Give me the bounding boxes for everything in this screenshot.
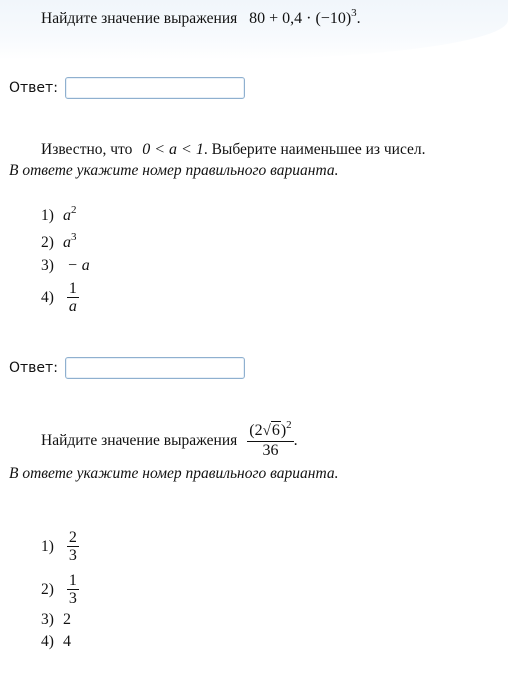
question-3-option-1 xyxy=(41,529,79,564)
question-3-prompt: Найдите значение выражения xyxy=(41,431,238,449)
fraction-numerator: 2 xyxy=(68,529,77,546)
answer-label-1: Ответ: xyxy=(9,80,58,96)
question-2-condition: 0 < a < 1 xyxy=(142,141,204,158)
question-2-option-4 xyxy=(41,280,79,315)
question-3-option-4 xyxy=(41,633,71,651)
question-3-fraction xyxy=(247,419,293,459)
option-fraction xyxy=(67,280,79,315)
question-3 xyxy=(41,419,298,459)
radicand: 6 xyxy=(271,422,280,439)
option-label: 4) xyxy=(41,288,54,306)
option-label: 1) xyxy=(41,207,54,224)
sqrt-icon: √ xyxy=(262,423,271,439)
header-background xyxy=(0,0,508,60)
answer-input-1[interactable] xyxy=(65,77,245,99)
answer-input-2[interactable] xyxy=(65,357,245,379)
question-3-instruction: В ответе укажите номер правильного варианта. xyxy=(9,465,339,482)
question-2-option-3 xyxy=(41,257,90,275)
question-3-period: . xyxy=(293,431,298,449)
fraction-denominator: 3 xyxy=(68,547,77,564)
question-1-expression xyxy=(249,7,361,27)
option-label: 3) xyxy=(41,611,54,628)
question-2 xyxy=(41,141,426,159)
question-2-option-2 xyxy=(41,231,77,252)
option-label: 4) xyxy=(41,633,54,650)
option-fraction xyxy=(67,572,79,607)
fraction-numerator: 1 xyxy=(68,572,77,589)
question-3-option-3 xyxy=(41,611,71,629)
option-value: 4 xyxy=(63,633,71,650)
question-1 xyxy=(41,7,361,29)
option-fraction xyxy=(67,529,79,564)
fraction-denominator: 3 xyxy=(68,590,77,607)
numerator-open: (2 xyxy=(249,422,263,439)
expression-period: . xyxy=(356,10,361,27)
numerator-exponent: 2 xyxy=(286,419,292,431)
option-exponent: 3 xyxy=(71,231,77,243)
question-2-option-1 xyxy=(41,204,77,225)
question-2-prompt-end: . Выберите наименьшее из чисел. xyxy=(203,141,426,158)
option-base: a xyxy=(63,234,71,251)
question-2-prompt-start: Известно, что xyxy=(41,141,133,158)
question-1-prompt: Найдите значение выражения xyxy=(41,10,238,27)
question-3-option-2 xyxy=(41,572,79,607)
option-label: 1) xyxy=(41,537,54,555)
option-label: 2) xyxy=(41,234,54,251)
option-value: 2 xyxy=(63,611,71,628)
fraction-denominator: 36 xyxy=(262,442,279,459)
fraction-numerator xyxy=(247,419,293,441)
fraction-numerator: 1 xyxy=(68,280,77,297)
option-value: − a xyxy=(67,257,90,274)
expression-base: 80 + 0,4 · (−10) xyxy=(249,10,352,27)
numerator-close: ) xyxy=(280,422,287,439)
expression-exponent: 3 xyxy=(351,7,357,19)
answer-label-2: Ответ: xyxy=(9,360,58,376)
option-exponent: 2 xyxy=(71,204,77,216)
question-2-instruction: В ответе укажите номер правильного варианта. xyxy=(9,162,339,179)
option-label: 3) xyxy=(41,257,54,274)
option-base: a xyxy=(63,207,71,224)
option-label: 2) xyxy=(41,580,54,598)
fraction-denominator: a xyxy=(68,298,77,315)
